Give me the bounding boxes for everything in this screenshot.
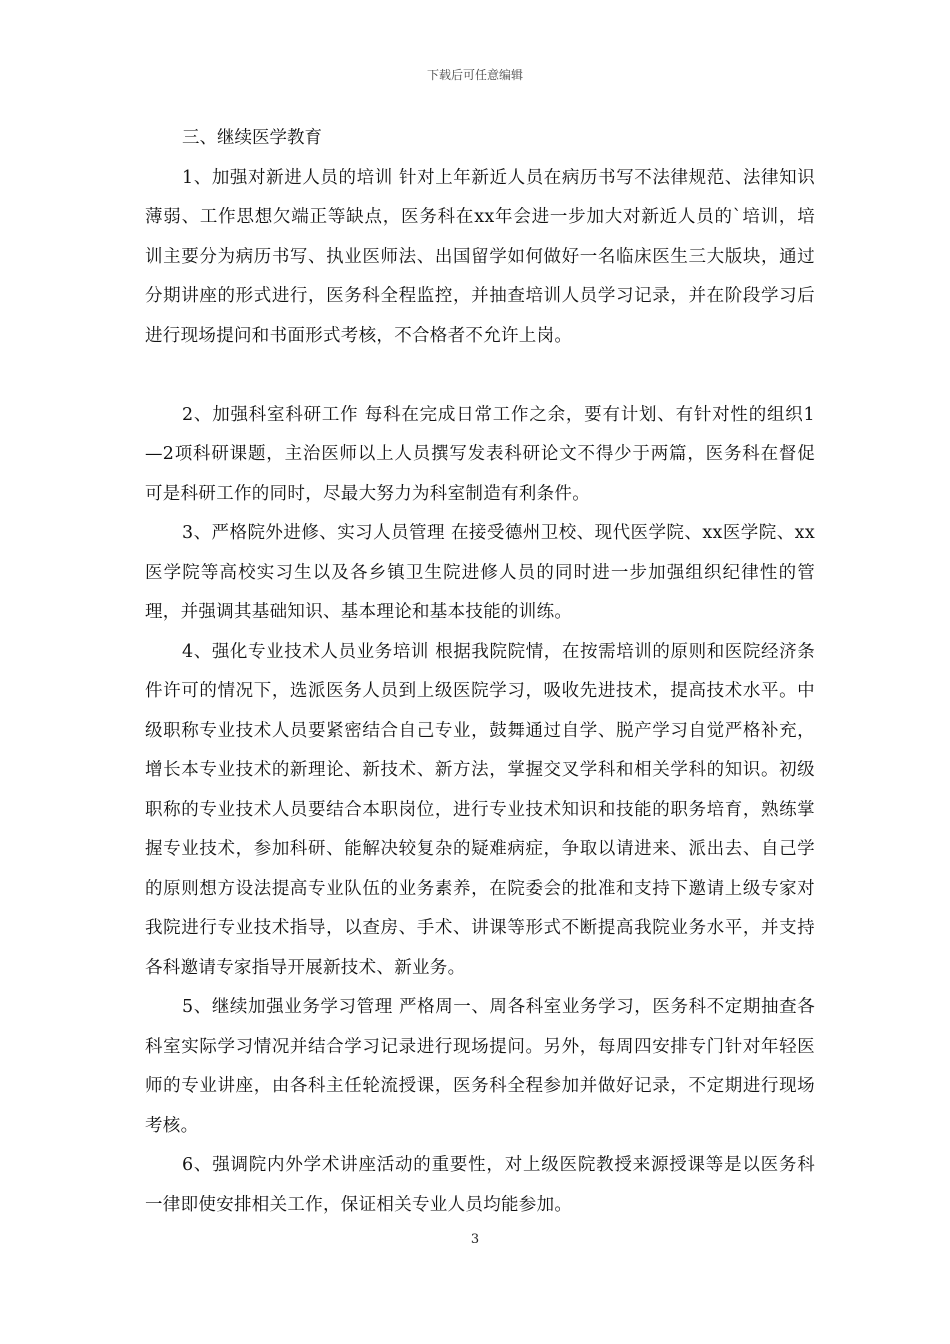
paragraph-3: 3、严格院外进修、实习人员管理 在接受德州卫校、现代医学院、xx医学院、xx医学院等高校实习生以及各乡镇卫生院进修人员的同时进一步加强组织纪律性的管理，并强调其基础知识、基本理论和基本技能的训练。 [145, 523, 815, 622]
document-body [145, 119, 815, 1225]
paragraph-1: 1、加强对新进人员的培训 针对上年新近人员在病历书写不法律规范、法律知识薄弱、工作思想欠端正等缺点，医务科在xx年会进一步加大对新近人员的`培训，培训主要分为病历书写、执业医师法、出国留学如何做好一名临床医生三大版块，通过分期讲座的形式进行，医务科全程监控，并抽查培训人员学习记录，并在阶段学习后进行现场提问和书面形式考核，不合格者不允许上岗。 [145, 167, 815, 346]
paragraph-6: 6、强调院内外学术讲座活动的重要性，对上级医院教授来源授课等是以医务科一律即使安排相关工作，保证相关专业人员均能参加。 [145, 1155, 815, 1215]
page-number: 3 [470, 1232, 480, 1247]
section-title: 三、继续医学教育 [182, 128, 322, 148]
page-header-note: 下载后可任意编辑 [426, 68, 523, 82]
paragraph-spacer [145, 356, 815, 396]
paragraph-4: 4、强化专业技术人员业务培训 根据我院院情，在按需培训的原则和医院经济条件许可的情况下，选派医务人员到上级医院学习，吸收先进技术，提高技术水平。中级职称专业技术人员要紧密结合自己专业，鼓舞通过自学、脱产学习自觉严格补充，增长本专业技术的新理论、新技术、新方法，掌握交叉学科和相关学科的知识。初级职称的专业技术人员要结合本职岗位，进行专业技术知识和技能的职务培育，熟练掌握专业技术，参加科研、能解决较复杂的疑难病症，争取以请进来、派出去、自己学的原则想方设法提高专业队伍的业务素养，在院委会的批准和支持下邀请上级专家对我院进行专业技术指导，以查房、手术、讲课等形式不断提高我院业务水平，并支持各科邀请专家指导开展新技术、新业务。 [145, 641, 815, 978]
paragraph-2: 2、加强科室科研工作 每科在完成日常工作之余，要有计划、有针对性的组织1—2项科研课题，主治医师以上人员撰写发表科研论文不得少于两篇，医务科在督促可是科研工作的同时，尽最大努力为科室制造有利条件。 [145, 404, 815, 504]
paragraph-5: 5、继续加强业务学习管理 严格周一、周各科室业务学习，医务科不定期抽查各科室实际学习情况并结合学习记录进行现场提问。另外，每周四安排专门针对年轻医师的专业讲座，由各科主任轮流授课，医务科全程参加并做好记录，不定期进行现场考核。 [145, 997, 815, 1136]
